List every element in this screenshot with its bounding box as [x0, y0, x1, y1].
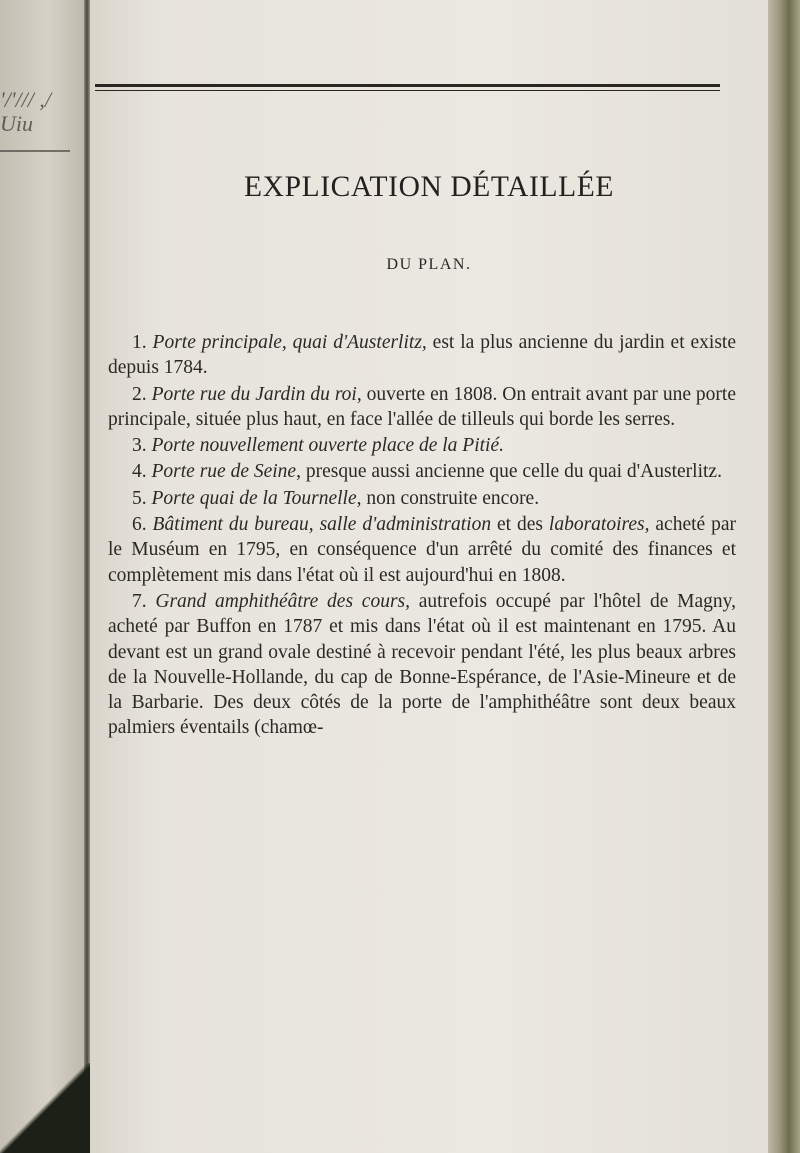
entries-list	[108, 330, 736, 741]
entry-number: 3.	[132, 435, 147, 457]
entry-text: est la plus ancienne du jardin et existe depuis 1784.	[108, 332, 736, 379]
entry-number: 2.	[132, 383, 147, 405]
entry-text: , presque aussi ancienne que celle du quai d'Austerlitz.	[296, 461, 722, 483]
entry-text: ouverte en 1808. On entrait avant par une porte principale, située plus haut, en face l'allée de tilleuls qui borde les serres.	[108, 383, 736, 430]
margin-fragment	[0, 88, 80, 148]
entry-name: Porte principale, quai d'Austerlitz,	[152, 332, 427, 353]
entry-number: 7.	[132, 590, 147, 612]
left-page-rule	[0, 150, 70, 152]
right-page-edge	[768, 0, 800, 1153]
entry-name-secondary: laboratoires,	[548, 514, 650, 536]
entry-6	[108, 512, 736, 588]
entry-number: 6.	[132, 514, 147, 536]
header-rule-thick	[95, 84, 720, 87]
entry-number: 4.	[132, 461, 147, 483]
entry-name: Porte quai de la Tournelle	[151, 487, 357, 509]
entry-text-secondary: acheté par le Muséum en 1795, en conséquence d'un arrêté du comité des finances et complètement mis dans l'état où il est aujourd'hui en 1808.	[108, 514, 736, 586]
page-title: EXPLICATION DÉTAILLÉE	[244, 171, 614, 203]
entry-name: Porte nouvellement ouverte place de la Pitié.	[151, 435, 504, 457]
entry-number: 1.	[132, 332, 147, 353]
entry-4	[108, 459, 736, 484]
entry-3	[108, 433, 736, 458]
entry-name: Porte rue de Seine	[151, 461, 297, 483]
margin-fragment-line-2: Uiu	[0, 111, 33, 136]
corner-shadow	[0, 1063, 90, 1153]
entry-name: Bâtiment du bureau, salle d'administration	[152, 514, 492, 536]
entry-name: Porte rue du Jardin du roi,	[151, 383, 362, 405]
entry-5	[108, 486, 736, 511]
entry-text: et des	[491, 514, 549, 536]
entry-2	[108, 382, 736, 433]
page-subtitle: DU PLAN.	[386, 256, 472, 273]
header-rule-thin	[95, 90, 720, 91]
left-facing-page	[0, 0, 88, 1153]
entry-text: , non construite encore.	[356, 487, 540, 509]
entry-1	[108, 330, 736, 381]
entry-name: Grand amphithéâtre des cours,	[155, 590, 410, 612]
entry-text: autrefois occupé par l'hôtel de Magny, acheté par Buffon en 1787 et mis dans l'état où il est maintenant en 1795. Au devant est un grand ovale destiné à recevoir pendant l'été, les plus beaux arbres de la Nouvelle-Hollande, du cap de Bonne-Espérance, de l'Asie-Mineure et de la Barbarie. Des deux côtés de la porte de l'amphithéâtre sont deux beaux palmiers éventails (chamœ-	[108, 590, 736, 739]
entry-number: 5.	[132, 487, 147, 509]
margin-fragment-line-1: '/'/// ,/	[0, 87, 51, 112]
entry-7	[108, 589, 736, 741]
